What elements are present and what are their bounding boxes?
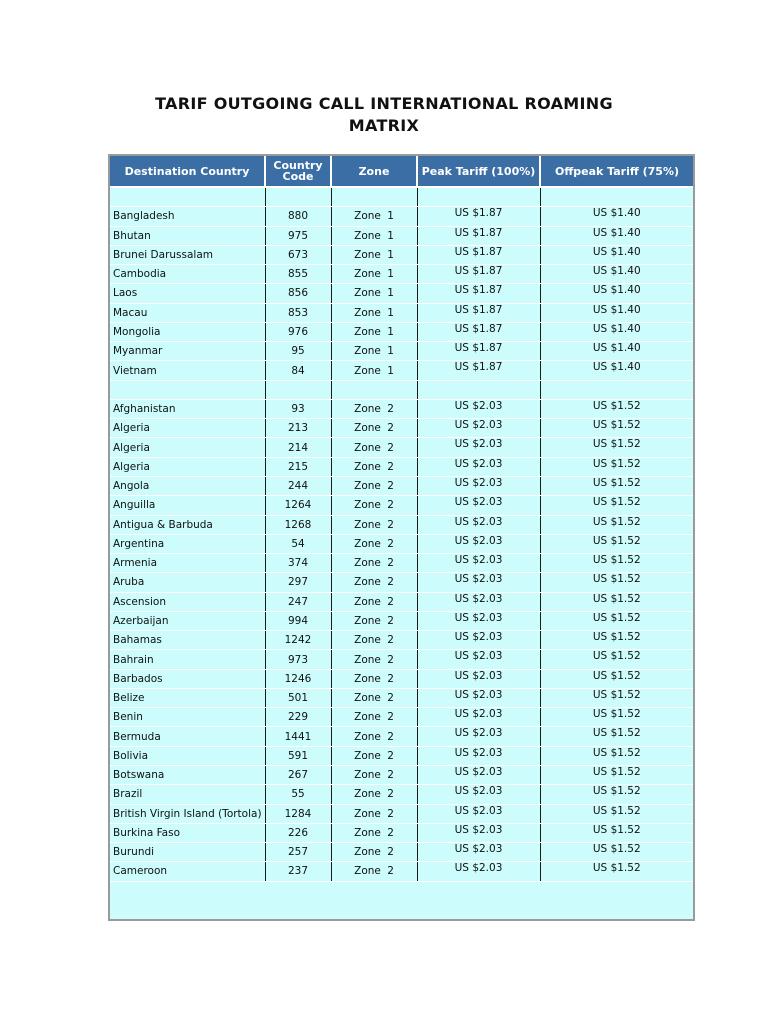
empty-cell (540, 187, 693, 207)
header-country-code (265, 156, 331, 187)
country-code-cell: 975 (265, 226, 331, 245)
offpeak-tariff-cell: US $1.52 (540, 765, 693, 784)
page-title (0, 93, 768, 137)
country-cell: Algeria (110, 419, 265, 438)
offpeak-tariff-cell: US $1.52 (540, 573, 693, 592)
table-row (110, 207, 693, 226)
zone-cell: Zone 1 (331, 303, 417, 322)
peak-tariff-cell: US $1.87 (417, 207, 540, 226)
empty-cell (417, 187, 540, 207)
peak-tariff-cell: US $2.03 (417, 399, 540, 418)
offpeak-tariff-cell: US $1.52 (540, 554, 693, 573)
table-row (110, 284, 693, 303)
peak-tariff-cell: US $2.03 (417, 611, 540, 630)
country-cell: Aruba (110, 573, 265, 592)
country-cell: Burundi (110, 843, 265, 862)
zone-cell: Zone 2 (331, 669, 417, 688)
zone-cell: Zone 2 (331, 457, 417, 476)
peak-tariff-cell: US $1.87 (417, 342, 540, 361)
country-cell: Benin (110, 708, 265, 727)
offpeak-tariff-cell: US $1.52 (540, 862, 693, 881)
country-code-cell: 257 (265, 843, 331, 862)
offpeak-tariff-cell: US $1.40 (540, 265, 693, 284)
country-code-cell: 84 (265, 361, 331, 380)
peak-tariff-cell: US $1.87 (417, 226, 540, 245)
offpeak-tariff-cell: US $1.40 (540, 342, 693, 361)
peak-tariff-cell: US $1.87 (417, 284, 540, 303)
peak-tariff-cell: US $2.03 (417, 438, 540, 457)
offpeak-tariff-cell: US $1.40 (540, 361, 693, 380)
empty-cell (110, 380, 265, 399)
header-destination-country: Destination Country (110, 156, 265, 187)
country-code-cell: 1264 (265, 496, 331, 515)
offpeak-tariff-cell: US $1.52 (540, 804, 693, 823)
country-code-cell: 1242 (265, 631, 331, 650)
zone-cell: Zone 2 (331, 746, 417, 765)
empty-cell (540, 380, 693, 399)
empty-cell (331, 187, 417, 207)
country-code-cell: 673 (265, 245, 331, 264)
country-cell: Bolivia (110, 746, 265, 765)
country-cell: Ascension (110, 592, 265, 611)
country-cell: Anguilla (110, 496, 265, 515)
header-offpeak-tariff: Offpeak Tariff (75%) (540, 156, 693, 187)
country-code-cell: 247 (265, 592, 331, 611)
table-row (110, 534, 693, 553)
empty-cell (331, 380, 417, 399)
offpeak-tariff-cell: US $1.52 (540, 419, 693, 438)
country-code-cell: 297 (265, 573, 331, 592)
peak-tariff-cell: US $2.03 (417, 727, 540, 746)
offpeak-tariff-cell: US $1.52 (540, 823, 693, 842)
offpeak-tariff-cell: US $1.40 (540, 303, 693, 322)
peak-tariff-cell: US $2.03 (417, 457, 540, 476)
country-cell: Bhutan (110, 226, 265, 245)
table-row (110, 669, 693, 688)
table-row (110, 322, 693, 341)
offpeak-tariff-cell: US $1.40 (540, 284, 693, 303)
zone-cell: Zone 2 (331, 823, 417, 842)
country-code-cell: 855 (265, 265, 331, 284)
zone-cell: Zone 1 (331, 322, 417, 341)
country-code-cell: 591 (265, 746, 331, 765)
offpeak-tariff-cell: US $1.52 (540, 438, 693, 457)
zone-cell: Zone 2 (331, 765, 417, 784)
peak-tariff-cell: US $1.87 (417, 303, 540, 322)
country-code-cell: 95 (265, 342, 331, 361)
zone-cell: Zone 2 (331, 476, 417, 495)
table-row (110, 438, 693, 457)
country-cell: Vietnam (110, 361, 265, 380)
table-row (110, 226, 693, 245)
zone-cell: Zone 2 (331, 438, 417, 457)
table-row (110, 476, 693, 495)
header-zone: Zone (331, 156, 417, 187)
offpeak-tariff-cell: US $1.52 (540, 688, 693, 707)
country-cell: Brunei Darussalam (110, 245, 265, 264)
country-cell: Belize (110, 688, 265, 707)
table-row (110, 592, 693, 611)
header-code-line-2: Code (282, 170, 314, 183)
peak-tariff-cell: US $1.87 (417, 322, 540, 341)
peak-tariff-cell: US $2.03 (417, 746, 540, 765)
country-cell: Macau (110, 303, 265, 322)
country-code-cell: 226 (265, 823, 331, 842)
table-row (110, 573, 693, 592)
zone-cell: Zone 2 (331, 534, 417, 553)
country-cell: Algeria (110, 438, 265, 457)
table-body (110, 187, 693, 881)
country-code-cell: 853 (265, 303, 331, 322)
table-row (110, 862, 693, 881)
country-code-cell: 229 (265, 708, 331, 727)
empty-cell (417, 380, 540, 399)
country-cell: Bangladesh (110, 207, 265, 226)
zone-cell: Zone 2 (331, 515, 417, 534)
tariff-table (110, 156, 693, 882)
country-cell: Algeria (110, 457, 265, 476)
zone-cell: Zone 1 (331, 245, 417, 264)
offpeak-tariff-cell: US $1.52 (540, 843, 693, 862)
table-row (110, 554, 693, 573)
zone-cell: Zone 1 (331, 342, 417, 361)
table-row (110, 785, 693, 804)
country-code-cell: 93 (265, 399, 331, 418)
offpeak-tariff-cell: US $1.52 (540, 631, 693, 650)
peak-tariff-cell: US $2.03 (417, 592, 540, 611)
table-row (110, 399, 693, 418)
offpeak-tariff-cell: US $1.52 (540, 727, 693, 746)
table-row (110, 515, 693, 534)
peak-tariff-cell: US $2.03 (417, 823, 540, 842)
peak-tariff-cell: US $2.03 (417, 554, 540, 573)
table-row (110, 727, 693, 746)
header-code-line-1: Country (273, 159, 323, 172)
country-cell: Cameroon (110, 862, 265, 881)
table-row (110, 303, 693, 322)
zone-cell: Zone 2 (331, 862, 417, 881)
offpeak-tariff-cell: US $1.52 (540, 708, 693, 727)
table-row (110, 265, 693, 284)
country-cell: Azerbaijan (110, 611, 265, 630)
offpeak-tariff-cell: US $1.52 (540, 746, 693, 765)
table-row (110, 457, 693, 476)
country-code-cell: 267 (265, 765, 331, 784)
country-cell: British Virgin Island (Tortola) (110, 804, 265, 823)
country-code-cell: 1268 (265, 515, 331, 534)
peak-tariff-cell: US $1.87 (417, 245, 540, 264)
offpeak-tariff-cell: US $1.52 (540, 785, 693, 804)
zone-cell: Zone 2 (331, 573, 417, 592)
zone-cell: Zone 2 (331, 785, 417, 804)
table-row (110, 688, 693, 707)
offpeak-tariff-cell: US $1.52 (540, 515, 693, 534)
table-header-row (110, 156, 693, 187)
country-cell: Angola (110, 476, 265, 495)
country-cell: Bermuda (110, 727, 265, 746)
zone-cell: Zone 1 (331, 226, 417, 245)
table-row (110, 631, 693, 650)
country-cell: Burkina Faso (110, 823, 265, 842)
country-cell: Laos (110, 284, 265, 303)
country-cell: Barbados (110, 669, 265, 688)
country-cell: Bahamas (110, 631, 265, 650)
zone-cell: Zone 2 (331, 688, 417, 707)
peak-tariff-cell: US $2.03 (417, 476, 540, 495)
country-code-cell: 55 (265, 785, 331, 804)
empty-cell (265, 187, 331, 207)
peak-tariff-cell: US $2.03 (417, 631, 540, 650)
table-row (110, 823, 693, 842)
country-cell: Brazil (110, 785, 265, 804)
peak-tariff-cell: US $2.03 (417, 419, 540, 438)
country-cell: Myanmar (110, 342, 265, 361)
country-cell: Antigua & Barbuda (110, 515, 265, 534)
zone-cell: Zone 2 (331, 631, 417, 650)
country-code-cell: 213 (265, 419, 331, 438)
country-cell: Bahrain (110, 650, 265, 669)
table-row (110, 650, 693, 669)
zone-cell: Zone 1 (331, 284, 417, 303)
zone-cell: Zone 2 (331, 419, 417, 438)
offpeak-tariff-cell: US $1.52 (540, 476, 693, 495)
country-code-cell: 1284 (265, 804, 331, 823)
zone-cell: Zone 2 (331, 650, 417, 669)
zone-cell: Zone 1 (331, 265, 417, 284)
offpeak-tariff-cell: US $1.52 (540, 457, 693, 476)
empty-cell (110, 187, 265, 207)
table-row (110, 765, 693, 784)
table-row (110, 342, 693, 361)
title-line-1: TARIF OUTGOING CALL INTERNATIONAL ROAMING (155, 94, 613, 113)
zone-cell: Zone 2 (331, 708, 417, 727)
country-cell: Mongolia (110, 322, 265, 341)
peak-tariff-cell: US $2.03 (417, 804, 540, 823)
peak-tariff-cell: US $2.03 (417, 650, 540, 669)
table-row (110, 419, 693, 438)
header-peak-tariff: Peak Tariff (100%) (417, 156, 540, 187)
offpeak-tariff-cell: US $1.52 (540, 399, 693, 418)
country-code-cell: 215 (265, 457, 331, 476)
offpeak-tariff-cell: US $1.40 (540, 226, 693, 245)
country-code-cell: 994 (265, 611, 331, 630)
offpeak-tariff-cell: US $1.52 (540, 650, 693, 669)
zone-cell: Zone 1 (331, 361, 417, 380)
peak-tariff-cell: US $1.87 (417, 361, 540, 380)
zone-cell: Zone 2 (331, 554, 417, 573)
zone-cell: Zone 2 (331, 727, 417, 746)
country-code-cell: 214 (265, 438, 331, 457)
peak-tariff-cell: US $2.03 (417, 573, 540, 592)
spacer-row (110, 380, 693, 399)
table-row (110, 746, 693, 765)
tariff-table-frame (108, 154, 695, 921)
country-code-cell: 244 (265, 476, 331, 495)
zone-cell: Zone 2 (331, 611, 417, 630)
zone-cell: Zone 2 (331, 399, 417, 418)
country-code-cell: 856 (265, 284, 331, 303)
peak-tariff-cell: US $2.03 (417, 708, 540, 727)
country-code-cell: 374 (265, 554, 331, 573)
zone-cell: Zone 2 (331, 592, 417, 611)
spacer-row (110, 187, 693, 207)
peak-tariff-cell: US $2.03 (417, 765, 540, 784)
country-code-cell: 237 (265, 862, 331, 881)
offpeak-tariff-cell: US $1.40 (540, 207, 693, 226)
peak-tariff-cell: US $2.03 (417, 669, 540, 688)
table-row (110, 611, 693, 630)
title-line-2: MATRIX (348, 116, 420, 135)
offpeak-tariff-cell: US $1.40 (540, 245, 693, 264)
country-cell: Botswana (110, 765, 265, 784)
peak-tariff-cell: US $1.87 (417, 265, 540, 284)
zone-cell: Zone 2 (331, 496, 417, 515)
table-row (110, 496, 693, 515)
zone-cell: Zone 2 (331, 843, 417, 862)
offpeak-tariff-cell: US $1.40 (540, 322, 693, 341)
peak-tariff-cell: US $2.03 (417, 515, 540, 534)
country-cell: Argentina (110, 534, 265, 553)
country-cell: Cambodia (110, 265, 265, 284)
peak-tariff-cell: US $2.03 (417, 843, 540, 862)
peak-tariff-cell: US $2.03 (417, 688, 540, 707)
peak-tariff-cell: US $2.03 (417, 862, 540, 881)
country-code-cell: 976 (265, 322, 331, 341)
table-row (110, 804, 693, 823)
table-row (110, 708, 693, 727)
table-row (110, 843, 693, 862)
zone-cell: Zone 1 (331, 207, 417, 226)
country-code-cell: 1441 (265, 727, 331, 746)
country-code-cell: 1246 (265, 669, 331, 688)
offpeak-tariff-cell: US $1.52 (540, 669, 693, 688)
peak-tariff-cell: US $2.03 (417, 496, 540, 515)
offpeak-tariff-cell: US $1.52 (540, 611, 693, 630)
peak-tariff-cell: US $2.03 (417, 785, 540, 804)
country-code-cell: 54 (265, 534, 331, 553)
zone-cell: Zone 2 (331, 804, 417, 823)
country-cell: Afghanistan (110, 399, 265, 418)
offpeak-tariff-cell: US $1.52 (540, 592, 693, 611)
empty-cell (265, 380, 331, 399)
peak-tariff-cell: US $2.03 (417, 534, 540, 553)
table-row (110, 245, 693, 264)
country-cell: Armenia (110, 554, 265, 573)
country-code-cell: 880 (265, 207, 331, 226)
offpeak-tariff-cell: US $1.52 (540, 496, 693, 515)
offpeak-tariff-cell: US $1.52 (540, 534, 693, 553)
country-code-cell: 501 (265, 688, 331, 707)
country-code-cell: 973 (265, 650, 331, 669)
table-row (110, 361, 693, 380)
